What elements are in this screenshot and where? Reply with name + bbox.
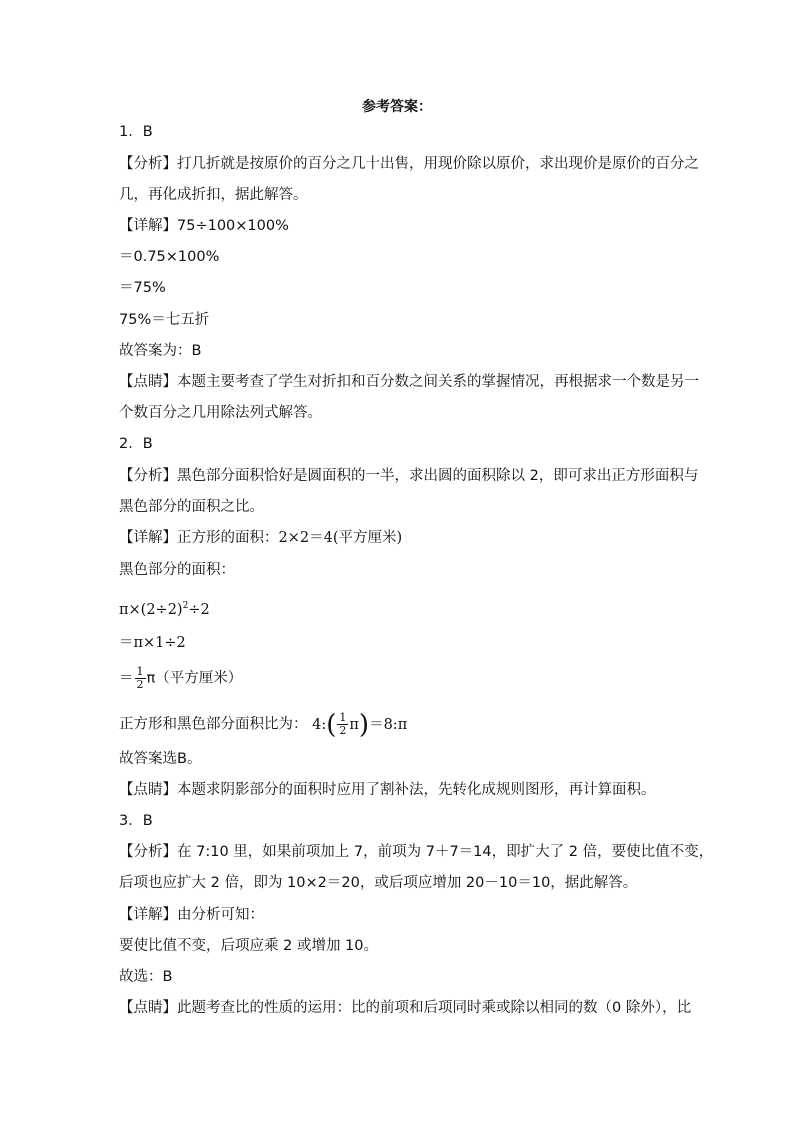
- q2-ratio-expression: [312, 709, 408, 740]
- q3-comment: 【点睛】此题考查比的性质的运用：比的前项和后项同时乘或除以相同的数（0 除外），比: [119, 1000, 692, 1016]
- q1-comment: 【点睛】本题主要考查了学生对折扣和百分数之间关系的掌握情况，再根据求一个数是另一: [119, 374, 699, 390]
- q2-detail-label: 【详解】正方形的面积：: [119, 530, 279, 546]
- right-paren: ): [358, 709, 370, 740]
- q1-step-1: ＝0.75×100%: [119, 249, 220, 265]
- fraction-denominator: 2: [339, 724, 347, 737]
- q3-number: 3．B: [119, 813, 153, 829]
- q2-ratio-fraction: [337, 712, 348, 737]
- fraction-denominator: 2: [136, 678, 144, 691]
- q2-formula-1-b: ÷2: [188, 601, 210, 618]
- q1-answer: 故答案为：B: [119, 343, 202, 359]
- q2-formula-1: [119, 596, 210, 620]
- q2-comment: 【点睛】本题求阴影部分的面积时应用了割补法，先转化成规则图形，再计算面积。: [119, 782, 656, 798]
- fraction-numerator: 1: [339, 711, 347, 724]
- q1-detail: 【详解】75÷100×100%: [119, 218, 289, 234]
- fraction-numerator: 1: [136, 665, 144, 678]
- q2-formula-1-a: π×(2÷2): [119, 601, 183, 618]
- left-paren: (: [326, 709, 337, 740]
- q1-number: 1．B: [119, 124, 153, 140]
- q2-ratio-label: 正方形和黑色部分面积比为：: [119, 716, 308, 733]
- page-title: 参考答案：: [362, 99, 432, 115]
- q2-formula-3-fraction: [135, 666, 146, 691]
- q2-answer: 故答案选B。: [119, 751, 202, 767]
- q1-analysis: 【分析】打几折就是按原价的百分之几十出售，用现价除以原价，求出现价是原价的百分之: [119, 156, 699, 172]
- ratio-part-a: 4:: [312, 716, 327, 733]
- q2-ratio: [119, 709, 408, 740]
- q3-analysis: 【分析】在 7:10 里，如果前项加上 7，前项为 7＋7＝14，即扩大了 2 倍，要使比值不变，: [119, 844, 714, 860]
- q2-formula-3-eq: ＝: [119, 670, 134, 687]
- q3-answer: 故选：B: [119, 969, 173, 985]
- q2-number: 2．B: [119, 436, 153, 452]
- q1-step-2: ＝75%: [119, 280, 166, 296]
- q3-step-1: 要使比值不变，后项应乘 2 或增加 10。: [119, 938, 379, 954]
- q1-step-3: 75%＝七五折: [119, 312, 210, 328]
- q3-analysis-cont: 后项也应扩大 2 倍，即为 10×2＝20，或后项应增加 20－10＝10，据此解答。: [119, 875, 638, 891]
- q2-black-area: 黑色部分的面积：: [119, 562, 235, 578]
- q2-formula-3: [119, 666, 242, 691]
- q2-formula-1-exp: 2: [182, 601, 189, 611]
- q2-analysis-cont: 黑色部分的面积之比。: [119, 499, 264, 515]
- q2-detail: [119, 528, 402, 548]
- q2-formula-2: ＝π×1÷2: [119, 635, 186, 651]
- q2-detail-formula: 2×2＝4(平方厘米): [278, 530, 403, 546]
- ratio-part-c: ＝8:π: [369, 716, 408, 733]
- q2-analysis: 【分析】黑色部分面积恰好是圆面积的一半，求出圆的面积除以 2，即可求出正方形面积与: [119, 468, 699, 484]
- q1-analysis-cont: 几，再化成折扣，据此解答。: [119, 187, 308, 203]
- q2-formula-3-rest: π（平方厘米）: [146, 670, 243, 687]
- q3-detail: 【详解】由分析可知：: [119, 907, 264, 923]
- ratio-part-b: π: [349, 716, 359, 733]
- q1-comment-cont: 个数百分之几用除法列式解答。: [119, 405, 322, 421]
